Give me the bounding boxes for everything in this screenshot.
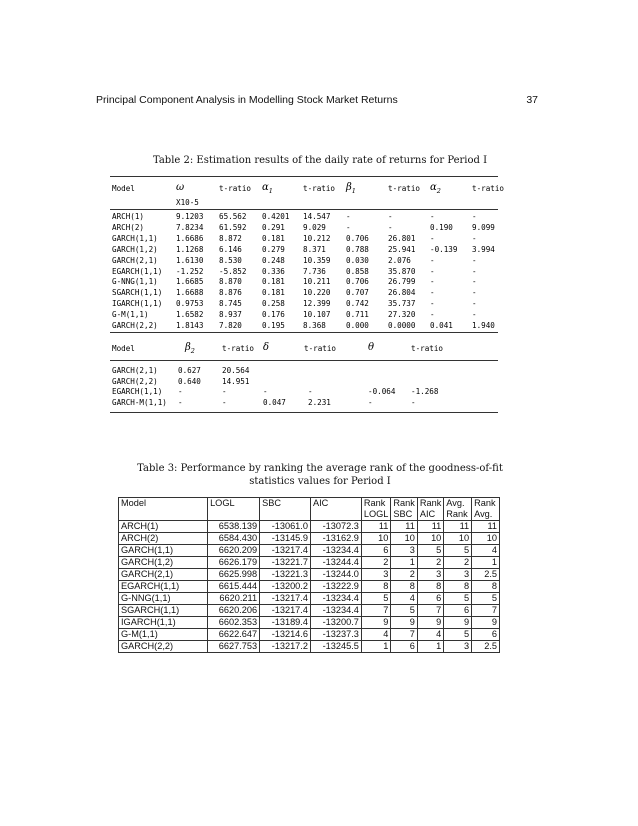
table2-cell: - — [430, 255, 435, 265]
table2-lower-header-rule — [110, 360, 498, 361]
table3-cell: 10 — [391, 533, 417, 545]
table3-header-label: SBC — [262, 498, 281, 508]
table3-header-label: Model — [121, 498, 147, 508]
table2-cell: 0.248 — [262, 255, 285, 265]
table3-header-cell — [417, 498, 443, 521]
table3-cell: 2 — [361, 557, 391, 569]
table2-cell: -0.139 — [430, 244, 458, 254]
table2-cell: 0.181 — [262, 277, 285, 287]
table3-cell: -13214.6 — [260, 629, 311, 641]
table2-model-cell: ARCH(2) — [112, 222, 145, 232]
table2-lower-header-t3: t-ratio — [411, 344, 444, 353]
table2-header-t1: t-ratio — [219, 184, 252, 193]
table2-cell: 7.736 — [303, 266, 326, 276]
table2-cell: 26.804 — [388, 288, 416, 298]
table3-cell: 5 — [417, 545, 443, 557]
table3-cell: -13244.0 — [310, 569, 361, 581]
table2-cell: 0.176 — [262, 310, 285, 320]
table3-cell: 1 — [417, 641, 443, 653]
table2-cell: 1.1268 — [176, 244, 204, 254]
table3-header-label: AIC — [312, 498, 329, 508]
table2-cell: 8.876 — [219, 288, 242, 298]
table3-cell: 6 — [417, 593, 443, 605]
table2-cell: 61.592 — [219, 222, 247, 232]
table2-cell: 10.359 — [303, 255, 331, 265]
table2-lower-header-model: Model — [112, 344, 135, 353]
table3-cell: 6620.206 — [208, 605, 260, 617]
table3-cell: 9 — [444, 617, 472, 629]
table2-model-cell: EGARCH(1,1) — [112, 387, 163, 397]
table3-cell: -13189.4 — [260, 617, 311, 629]
table3 — [118, 497, 500, 653]
table2-cell: 0.742 — [346, 299, 369, 309]
table3-cell: 7 — [391, 629, 417, 641]
table3-cell: 1 — [391, 557, 417, 569]
table2-cell: 27.320 — [388, 310, 416, 320]
table3-cell: 1 — [361, 641, 391, 653]
table2-cell: 0.858 — [346, 266, 369, 276]
omega-scale: X10-5 — [176, 198, 199, 207]
table2-cell: 35.737 — [388, 299, 416, 309]
table3-cell: 6584.430 — [208, 533, 260, 545]
table3-cell: 10 — [361, 533, 391, 545]
table2-cell: -5.852 — [219, 266, 247, 276]
table2-cell: - — [472, 266, 477, 276]
table2-cell: 2.076 — [388, 255, 411, 265]
table2-cell: - — [472, 277, 477, 287]
table2-cell: 35.870 — [388, 266, 416, 276]
table3-cell: -13200.7 — [310, 617, 361, 629]
table3-cell: 6 — [472, 629, 500, 641]
table2-cell: -0.064 — [368, 387, 396, 397]
table2-lower-header-t1: t-ratio — [222, 344, 255, 353]
table3-model-cell: IGARCH(1,1) — [119, 617, 208, 629]
table3-header-cell — [310, 498, 361, 521]
table2-top-rule — [110, 176, 498, 177]
table3-row — [119, 557, 500, 569]
table2-cell: 14.547 — [303, 212, 331, 221]
table3-cell: 7 — [361, 605, 391, 617]
table3-header-cell — [444, 498, 472, 521]
table2-cell: 0.190 — [430, 222, 453, 232]
table3-cell: 3 — [444, 641, 472, 653]
table2-cell: 0.181 — [262, 288, 285, 298]
table2-caption: Table 2: Estimation results of the daily rate of returns for Period I — [152, 155, 488, 166]
table3-model-cell: GARCH(1,1) — [119, 545, 208, 557]
table3-cell: 5 — [361, 593, 391, 605]
table3-cell: -13244.4 — [310, 557, 361, 569]
table2-cell: 10.107 — [303, 310, 331, 320]
table3-cell: 6626.179 — [208, 557, 260, 569]
table3-cell: 7 — [472, 605, 500, 617]
table3-row — [119, 593, 500, 605]
table2-model-cell: GARCH(2,1) — [112, 366, 158, 375]
table2-cell: 8.368 — [303, 321, 326, 330]
table2-cell: 7.820 — [219, 321, 242, 330]
table3-cell: 3 — [444, 569, 472, 581]
table2-cell: 0.711 — [346, 310, 369, 320]
table3-cell: 5 — [391, 605, 417, 617]
table3-cell: 5 — [472, 593, 500, 605]
table2-cell: - — [222, 397, 227, 407]
table3-row — [119, 617, 500, 629]
table2-cell: - — [178, 387, 183, 397]
table3-cell: -13200.2 — [260, 581, 311, 593]
table3-cell: 7 — [417, 605, 443, 617]
table2-lower-header-t2: t-ratio — [304, 344, 337, 353]
table3-cell: -13217.4 — [260, 545, 311, 557]
table2-cell: - — [178, 397, 183, 407]
table3-row — [119, 521, 500, 533]
alpha1-symbol: $\alpha_1$ — [262, 182, 273, 195]
delta-symbol: δ — [263, 342, 270, 353]
table3-cell: 6 — [391, 641, 417, 653]
table3-model-cell: GARCH(2,2) — [119, 641, 208, 653]
table3-cell: 8 — [444, 581, 472, 593]
table3-cell: -13234.4 — [310, 545, 361, 557]
table3-model-cell: G-NNG(1,1) — [119, 593, 208, 605]
table3-header-sublabel: AIC — [419, 509, 436, 519]
table2-cell: 1.6582 — [176, 310, 204, 320]
table2-model-cell: IGARCH(1,1) — [112, 299, 163, 309]
table2-cell: - — [472, 288, 477, 298]
beta2-symbol: $\beta_2$ — [185, 342, 195, 355]
table2-cell: - — [430, 266, 435, 276]
table3-cell: 5 — [444, 629, 472, 641]
table2-cell: 0.336 — [262, 266, 285, 276]
table2-cell: 0.707 — [346, 288, 369, 298]
table2-cell: 0.9753 — [176, 299, 204, 309]
table2-header-t3: t-ratio — [388, 184, 421, 193]
table2-cell: - — [472, 233, 477, 243]
table3-cell: -13061.0 — [260, 521, 311, 533]
table3-model-cell: G-M(1,1) — [119, 629, 208, 641]
table2-model-cell: GARCH(1,1) — [112, 233, 158, 243]
table3-cell: 6615.444 — [208, 581, 260, 593]
table3-header-cell — [472, 498, 500, 521]
table2-cell: 0.640 — [178, 376, 201, 386]
table3-cell: 6 — [361, 545, 391, 557]
table3-cell: 11 — [472, 521, 500, 533]
table3-cell: 4 — [391, 593, 417, 605]
table3-header-cell — [119, 498, 208, 521]
table3-cell: 6602.353 — [208, 617, 260, 629]
table2-cell: 9.029 — [303, 222, 326, 232]
table2-cell: 8.530 — [219, 255, 242, 265]
table2-cell: 0.258 — [262, 299, 285, 309]
table3-cell: -13072.3 — [310, 521, 361, 533]
table3-model-cell: ARCH(1) — [119, 521, 208, 533]
table2-cell: 10.212 — [303, 233, 331, 243]
table3-header-row — [119, 498, 500, 521]
table2-cell: 10.220 — [303, 288, 331, 298]
table2-cell: - — [368, 397, 373, 407]
table3-model-cell: EGARCH(1,1) — [119, 581, 208, 593]
table3-cell: -13234.4 — [310, 593, 361, 605]
table3-cell: 6622.647 — [208, 629, 260, 641]
table2-header-model: Model — [112, 184, 135, 193]
table3-row — [119, 629, 500, 641]
table3-model-cell: GARCH(2,1) — [119, 569, 208, 581]
table3-cell: 6620.209 — [208, 545, 260, 557]
table3-header-label: LOGL — [210, 498, 235, 508]
table2-cell: - — [430, 299, 435, 309]
table3-cell: 6 — [444, 605, 472, 617]
table3-cell: 6627.753 — [208, 641, 260, 653]
omega-symbol: ω — [176, 182, 185, 193]
table2-cell: - — [430, 212, 435, 221]
table2-cell: 3.994 — [472, 244, 495, 254]
table2-cell: 1.8143 — [176, 321, 204, 330]
table2-mid-rule — [110, 332, 498, 333]
table3-cell: 11 — [361, 521, 391, 533]
table3-cell: 5 — [444, 593, 472, 605]
table2-cell: - — [308, 387, 313, 397]
table3-cell: 5 — [444, 545, 472, 557]
table2-header-rule — [110, 209, 498, 210]
table2-cell: 0.706 — [346, 277, 369, 287]
table2-header-t2: t-ratio — [303, 184, 336, 193]
table2-cell: - — [430, 288, 435, 298]
table2-model-cell: GARCH(1,2) — [112, 244, 158, 254]
table3-cell: 4 — [361, 629, 391, 641]
table3-cell: 3 — [417, 569, 443, 581]
table3-cell: -13162.9 — [310, 533, 361, 545]
table3-cell: 8 — [417, 581, 443, 593]
table2-cell: 8.371 — [303, 244, 326, 254]
table2-cell: - — [388, 212, 393, 221]
table2-cell: - — [472, 255, 477, 265]
table2-cell: 9.1203 — [176, 212, 204, 221]
table2-header-t4: t-ratio — [472, 184, 505, 193]
table2-cell: - — [430, 277, 435, 287]
table3-cell: 9 — [417, 617, 443, 629]
table2-cell: 20.564 — [222, 366, 250, 375]
table3-cell: -13217.4 — [260, 593, 311, 605]
table2-cell: - — [263, 387, 268, 397]
table2-model-cell: GARCH(2,2) — [112, 321, 158, 330]
table3-cell: 11 — [417, 521, 443, 533]
table2-cell: 0.030 — [346, 255, 369, 265]
table3-caption-line1: Table 3: Performance by ranking the average rank of the goodness-of-fit — [137, 463, 503, 474]
table2-cell: -1.268 — [411, 387, 439, 397]
table2-cell: 26.799 — [388, 277, 416, 287]
table3-cell: 2 — [417, 557, 443, 569]
beta1-symbol: $\beta_1$ — [346, 182, 356, 195]
table3-header-label: Avg. — [446, 498, 465, 508]
table3-cell: 4 — [417, 629, 443, 641]
table2-cell: - — [346, 212, 351, 221]
table3-model-cell: GARCH(1,2) — [119, 557, 208, 569]
table3-cell: 8 — [361, 581, 391, 593]
table2-cell: 0.047 — [263, 397, 286, 407]
table3-header-sublabel: LOGL — [363, 509, 389, 519]
table3-cell: 8 — [391, 581, 417, 593]
table3-header-label: Rank — [419, 498, 442, 508]
table2-cell: 0.291 — [262, 222, 285, 232]
table2-model-cell: GARCH(2,2) — [112, 376, 158, 386]
table2-cell: 12.399 — [303, 299, 331, 309]
table2-cell: 0.041 — [430, 321, 453, 330]
table2-cell: 0.4201 — [262, 212, 290, 221]
table3-header-label: Rank — [474, 498, 496, 508]
table2-cell: 0.000 — [346, 321, 369, 330]
table3-cell: -13237.3 — [310, 629, 361, 641]
table3-row — [119, 569, 500, 581]
table2-cell: 8.745 — [219, 299, 242, 309]
table3-cell: 6620.211 — [208, 593, 260, 605]
table3-cell: -13217.2 — [260, 641, 311, 653]
table3-cell: -13222.9 — [310, 581, 361, 593]
table2-cell: 7.8234 — [176, 222, 204, 232]
table2-cell: 9.099 — [472, 222, 495, 232]
table3-cell: 9 — [361, 617, 391, 629]
table2-cell: -1.252 — [176, 266, 204, 276]
running-header — [96, 94, 538, 110]
table2-cell: 0.0000 — [388, 321, 416, 330]
table3-header-cell — [391, 498, 417, 521]
table2-cell: 1.6685 — [176, 277, 204, 287]
table3-cell: 3 — [391, 545, 417, 557]
table2-cell: - — [430, 310, 435, 320]
table2-cell: 8.870 — [219, 277, 242, 287]
table3-row — [119, 581, 500, 593]
table3-cell: -13234.4 — [310, 605, 361, 617]
table2-model-cell: ARCH(1) — [112, 212, 145, 221]
table2-cell: 0.279 — [262, 244, 285, 254]
table3-header-cell — [208, 498, 260, 521]
table3-row — [119, 605, 500, 617]
table2-cell: 0.627 — [178, 366, 201, 375]
table3-caption — [110, 462, 530, 488]
table2-cell: - — [472, 299, 477, 309]
table3-header-sublabel: Avg. — [474, 509, 493, 519]
running-title: Principal Component Analysis in Modelling Stock Market Returns — [96, 94, 398, 106]
table3-cell: 2 — [391, 569, 417, 581]
table3-cell: 10 — [417, 533, 443, 545]
table3-model-cell: ARCH(2) — [119, 533, 208, 545]
table3-cell: 2.5 — [472, 641, 500, 653]
table2-cell: 1.6686 — [176, 233, 204, 243]
table2-cell: 1.6688 — [176, 288, 204, 298]
table3-cell: 2 — [444, 557, 472, 569]
table3-cell: -13221.7 — [260, 557, 311, 569]
table2-bottom-rule — [110, 412, 498, 413]
table2-cell: 65.562 — [219, 212, 247, 221]
table3-cell: 1 — [472, 557, 500, 569]
table2-cell: 0.195 — [262, 321, 285, 330]
table2-cell: 0.788 — [346, 244, 369, 254]
table2-model-cell: GARCH(2,1) — [112, 255, 158, 265]
table3-caption-line2: statistics values for Period I — [249, 476, 391, 487]
table3-cell: 3 — [361, 569, 391, 581]
table2-cell: 8.937 — [219, 310, 242, 320]
table3-cell: -13145.9 — [260, 533, 311, 545]
table2-model-cell: GARCH-M(1,1) — [112, 397, 167, 407]
table2-model-cell: G-M(1,1) — [112, 310, 149, 320]
table3-header-cell — [361, 498, 391, 521]
table2-model-cell: EGARCH(1,1) — [112, 266, 163, 276]
table2-cell: 8.872 — [219, 233, 242, 243]
table2-cell: - — [222, 387, 227, 397]
table3-header-label: Rank — [393, 498, 415, 508]
table2-cell: - — [472, 310, 477, 320]
table3-header-sublabel: SBC — [393, 509, 413, 519]
table3-cell: 8 — [472, 581, 500, 593]
table2-cell: 6.146 — [219, 244, 242, 254]
table2-cell: 14.951 — [222, 376, 250, 386]
table3-cell: 9 — [391, 617, 417, 629]
table2-cell: 1.6130 — [176, 255, 204, 265]
table3-cell: 11 — [391, 521, 417, 533]
table3-model-cell: SGARCH(1,1) — [119, 605, 208, 617]
table2-cell: 1.940 — [472, 321, 495, 330]
table3-cell: 10 — [472, 533, 500, 545]
table2-cell: 0.706 — [346, 233, 369, 243]
table3-cell: 11 — [444, 521, 472, 533]
table3-cell: -13221.3 — [260, 569, 311, 581]
table3-cell: 9 — [472, 617, 500, 629]
table3-cell: 4 — [472, 545, 500, 557]
table3-cell: 2.5 — [472, 569, 500, 581]
table3-row — [119, 545, 500, 557]
table2-cell: - — [411, 397, 416, 407]
table2-cell: - — [388, 222, 393, 232]
table3-cell: -13245.5 — [310, 641, 361, 653]
table2-cell: - — [430, 233, 435, 243]
table2-cell: 0.181 — [262, 233, 285, 243]
table2-cell: - — [346, 222, 351, 232]
table3-header-sublabel: Rank — [446, 509, 468, 519]
table3-cell: -13217.4 — [260, 605, 311, 617]
alpha2-symbol: $\alpha_2$ — [430, 182, 441, 195]
table2-cell: 10.211 — [303, 277, 331, 287]
page-number: 37 — [526, 94, 538, 106]
table2-cell: 2.231 — [308, 397, 331, 407]
table2-cell: 25.941 — [388, 244, 416, 254]
theta-symbol: θ — [368, 342, 375, 353]
table2-cell: 26.801 — [388, 233, 416, 243]
table3-cell: 6538.139 — [208, 521, 260, 533]
table3-row — [119, 533, 500, 545]
table3-row — [119, 641, 500, 653]
table2-model-cell: G-NNG(1,1) — [112, 277, 158, 287]
table2-model-cell: SGARCH(1,1) — [112, 288, 163, 298]
table2-cell: - — [472, 212, 477, 221]
table3-header-label: Rank — [363, 498, 386, 508]
table3-header-cell — [260, 498, 311, 521]
table3-cell: 6625.998 — [208, 569, 260, 581]
table3-cell: 10 — [444, 533, 472, 545]
